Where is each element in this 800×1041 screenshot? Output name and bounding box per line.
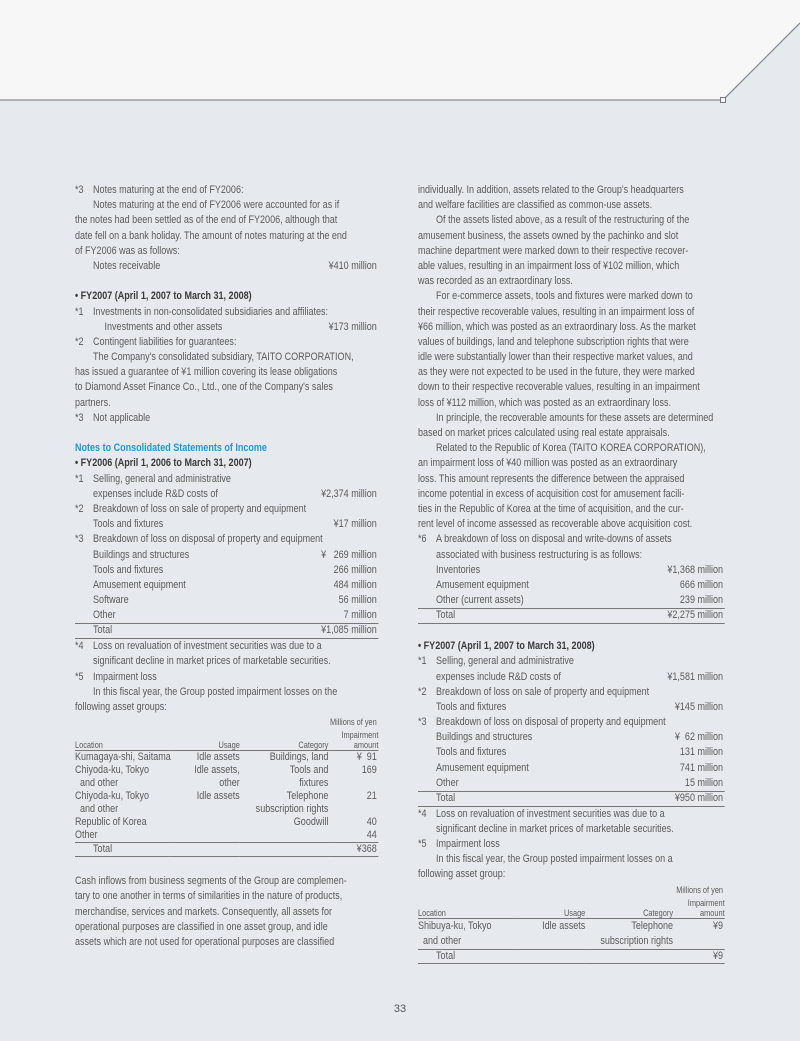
paragraph-line: able values, resulting in an impairment loss of ¥102 million, which xyxy=(418,259,680,272)
note-mark: *1 xyxy=(418,655,427,668)
paragraph-line: rent level of income assessed as recoverable above acquisition cost. xyxy=(418,518,693,531)
table-unit: Millions of yen xyxy=(329,717,377,728)
line-item xyxy=(418,730,725,745)
line-item xyxy=(75,487,378,502)
item-label: Amusement equipment xyxy=(436,761,529,774)
note-mark: *4 xyxy=(75,640,84,653)
line-item xyxy=(75,593,378,608)
col-header-category: Category xyxy=(585,908,673,919)
paragraph-line: has issued a guarantee of ¥1 million covering its lease obligations xyxy=(75,366,338,379)
corner-marker-icon xyxy=(721,98,726,103)
item-label: Amusement equipment xyxy=(436,578,529,591)
total-label: Total xyxy=(75,842,169,857)
note-mark: *2 xyxy=(75,335,84,348)
page-number: 33 xyxy=(393,1003,407,1015)
cell-usage xyxy=(169,829,240,842)
total-row xyxy=(75,623,378,639)
cell-amount: 44 xyxy=(366,829,377,842)
line-item xyxy=(75,517,378,532)
section-subheading: • FY2006 (April 1, 2006 to March 31, 2007) xyxy=(75,457,252,470)
item-label: expenses include R&D costs of xyxy=(436,670,561,683)
left-column xyxy=(75,183,378,950)
note-text: Breakdown of loss on sale of property and equipment xyxy=(436,685,650,698)
section-heading: Notes to Consolidated Statements of Income xyxy=(75,442,267,455)
line-item xyxy=(418,776,725,791)
col-header-amount: Impairment amount xyxy=(328,730,378,751)
paragraph-line: For e-commerce assets, tools and fixtures were marked down to xyxy=(436,290,693,303)
cell-location: Chiyoda-ku, Tokyo and other xyxy=(75,790,150,816)
item-value: 666 million xyxy=(679,578,724,591)
right-column xyxy=(418,183,725,964)
item-value: 239 million xyxy=(679,594,724,607)
item-label: Other (current assets) xyxy=(436,594,524,607)
line-item xyxy=(75,563,378,578)
paragraph-line: of FY2006 was as follows: xyxy=(75,244,180,257)
total-label: Total xyxy=(93,624,113,637)
cell-category: Goodwill xyxy=(293,816,329,829)
item-value: ¥ 62 million xyxy=(674,731,724,744)
cell-usage xyxy=(169,816,240,829)
total-value: ¥2,275 million xyxy=(667,609,724,622)
note-mark: *1 xyxy=(75,305,84,318)
item-label: Amusement equipment xyxy=(93,578,186,591)
income-note-5 xyxy=(418,837,725,852)
item-label: Tools and fixtures xyxy=(436,746,507,759)
note-mark: *2 xyxy=(75,502,84,515)
line-item xyxy=(418,670,725,685)
impairment-table-fy2006 xyxy=(75,730,378,857)
note-mark: *3 xyxy=(418,716,427,729)
cell-amount: ¥ 91 xyxy=(356,751,377,764)
header-band xyxy=(0,0,800,110)
cell-category xyxy=(240,829,329,842)
note-text: significant decline in market prices of marketable securities. xyxy=(93,655,331,668)
paragraph-line: Of the assets listed above, as a result of the restructuring of the xyxy=(436,214,690,227)
item-label: Buildings and structures xyxy=(436,731,533,744)
note-text: A breakdown of loss on disposal and write-downs of assets xyxy=(436,533,672,546)
note-1 xyxy=(75,305,378,320)
note-text: Loss on revaluation of investment securities was due to a xyxy=(436,807,665,820)
line-item xyxy=(418,578,725,593)
cell-category: Tools and fixtures xyxy=(289,764,329,790)
total-amount: ¥368 xyxy=(328,842,378,857)
note-text: Impairment loss xyxy=(436,838,500,851)
paragraph-line: Related to the Republic of Korea (TAITO KOREA CORPORATION), xyxy=(436,442,706,455)
section-subheading: • FY2007 (April 1, 2007 to March 31, 2008) xyxy=(418,640,595,653)
cell-location: Chiyoda-ku, Tokyo and other xyxy=(75,764,150,790)
note-text: Breakdown of loss on disposal of property and equipment xyxy=(93,533,323,546)
note-mark: *2 xyxy=(418,685,427,698)
paragraph-line: based on market prices calculated using real estate appraisals. xyxy=(418,427,670,439)
note-text: Investments in non-consolidated subsidiaries and affiliates: xyxy=(93,305,329,318)
income-note-6 xyxy=(418,532,725,547)
paragraph-line: Notes maturing at the end of FY2006 were accounted for as if xyxy=(93,199,340,212)
col-header-usage: Usage xyxy=(169,740,240,751)
paragraph-line: loss of ¥112 million, which was posted as an extraordinary loss. xyxy=(418,396,672,409)
line-item xyxy=(418,700,725,715)
section-subheading: • FY2007 (April 1, 2007 to March 31, 2008) xyxy=(75,290,252,303)
cell-location: Other xyxy=(75,829,98,842)
item-value: ¥ 269 million xyxy=(321,548,377,561)
cell-amount: 21 xyxy=(366,790,377,803)
note-mark: *6 xyxy=(418,533,427,546)
paragraph-line: In this fiscal year, the Group posted impairment losses on a xyxy=(436,853,673,866)
cell-amount: 40 xyxy=(366,816,377,829)
paragraph-line: and welfare facilities are classified as common-use assets. xyxy=(418,199,653,212)
note-text: Impairment loss xyxy=(93,670,157,683)
note-mark: *4 xyxy=(418,807,427,820)
paragraph-line: income potential in excess of acquisition cost for amusement facili- xyxy=(418,487,685,500)
total-value: ¥950 million xyxy=(674,792,724,804)
note-text: Breakdown of loss on disposal of property and equipment xyxy=(436,716,666,729)
income-note-5 xyxy=(75,670,378,685)
item-label: Notes receivable xyxy=(93,259,161,272)
note-text: Selling, general and administrative xyxy=(436,655,574,668)
paragraph-line: In this fiscal year, the Group posted impairment losses on the xyxy=(93,685,338,698)
line-item xyxy=(418,761,725,776)
note-2 xyxy=(75,335,378,350)
item-label: Other xyxy=(93,609,116,622)
paragraph-line: an impairment loss of ¥40 million was posted as an extraordinary xyxy=(418,457,678,470)
cell-usage: Idle assets xyxy=(196,751,240,764)
item-value: ¥173 million xyxy=(328,320,377,333)
income-note-2 xyxy=(418,685,725,700)
paragraph-line: ¥66 million, which was posted as an extraordinary loss. As the market xyxy=(418,320,696,333)
item-label: Other xyxy=(436,776,459,789)
income-note-3 xyxy=(418,715,725,730)
cell-amount: 169 xyxy=(361,764,377,777)
line-item xyxy=(75,320,378,335)
paragraph-line: assets which are not used for operational purposes are classified xyxy=(75,936,335,948)
col-header-location: Location xyxy=(418,908,516,919)
note-text: significant decline in market prices of marketable securities. xyxy=(436,822,674,835)
note-mark: *3 xyxy=(75,184,84,196)
col-header-amount: Impairment amount xyxy=(673,898,725,919)
paragraph-line: as they were not expected to be used in the future, they were marked xyxy=(418,366,695,379)
line-item xyxy=(418,593,725,608)
total-row xyxy=(418,791,725,807)
cell-category: Buildings, land xyxy=(269,751,329,764)
note-text: Not applicable xyxy=(93,411,151,424)
item-value: 131 million xyxy=(679,746,724,759)
paragraph-line: following asset groups: xyxy=(75,700,167,713)
income-note-4 xyxy=(75,639,378,654)
note-mark: *3 xyxy=(75,533,84,546)
note-text: Contingent liabilities for guarantees: xyxy=(93,335,237,348)
paragraph-line: idle were substantially lower than their respective market values, and xyxy=(418,351,693,364)
item-label: Software xyxy=(93,594,129,607)
line-item xyxy=(75,548,378,563)
cell-usage: Idle assets, other xyxy=(194,764,240,790)
cell-location: Kumagaya-shi, Saitama xyxy=(75,751,171,764)
paragraph-line: merchandise, services and markets. Consequently, all assets for xyxy=(75,905,333,918)
paragraph-line: individually. In addition, assets related to the Group's headquarters xyxy=(418,184,684,196)
paragraph-line: amusement business, the assets owned by the pachinko and slot xyxy=(418,229,679,242)
item-value: ¥2,374 million xyxy=(321,487,377,500)
line-item xyxy=(75,578,378,593)
line-item xyxy=(75,608,378,623)
line-item xyxy=(75,259,378,274)
item-value: 15 million xyxy=(684,776,724,789)
paragraph-line: The Company's consolidated subsidiary, TAITO CORPORATION, xyxy=(93,351,354,364)
total-row xyxy=(418,608,725,624)
impairment-table-fy2007 xyxy=(418,898,725,964)
line-item xyxy=(418,745,725,760)
paragraph-line: down to their respective recoverable values, resulting in an impairment xyxy=(418,381,700,394)
item-value: ¥17 million xyxy=(333,518,377,531)
paragraph-line: date fell on a bank holiday. The amount of notes maturing at the end xyxy=(75,229,347,242)
income-note-2 xyxy=(75,502,378,517)
note-mark: *5 xyxy=(75,670,84,683)
income-note-4 xyxy=(418,807,725,822)
paragraph-line: following asset group: xyxy=(418,868,506,881)
col-header-category: Category xyxy=(240,740,329,751)
note-mark: *3 xyxy=(75,411,84,424)
cell-location: Republic of Korea xyxy=(75,816,147,829)
paragraph-line: their respective recoverable values, resulting in an impairment loss of xyxy=(418,305,695,318)
item-label: Inventories xyxy=(436,563,481,576)
paragraph-line: In principle, the recoverable amounts for these assets are determined xyxy=(436,411,714,424)
paragraph-line: tary to one another in terms of similarities in the nature of products, xyxy=(75,890,343,903)
paragraph-line: Cash inflows from business segments of the Group are complemen- xyxy=(75,875,347,888)
item-value: 56 million xyxy=(338,594,377,607)
table-unit: Millions of yen xyxy=(676,884,724,895)
item-label: Investments and other assets xyxy=(104,320,223,333)
item-value: ¥145 million xyxy=(674,700,724,713)
item-label: Tools and fixtures xyxy=(93,563,164,576)
income-note-3 xyxy=(75,532,378,547)
paragraph-line: partners. xyxy=(75,396,111,409)
note-text: Notes maturing at the end of FY2006: xyxy=(93,184,244,196)
item-value: 266 million xyxy=(333,563,377,576)
note-mark: *1 xyxy=(75,472,84,485)
total-label: Total xyxy=(436,792,456,804)
total-label: Total xyxy=(418,949,516,964)
item-value: 484 million xyxy=(333,578,377,591)
note-3b xyxy=(75,411,378,426)
paragraph-line: was recorded as an extraordinary loss. xyxy=(418,275,573,288)
cell-amount: ¥9 xyxy=(712,919,724,932)
note-3 xyxy=(75,183,378,198)
note-text: associated with business restructuring is as follows: xyxy=(436,548,643,561)
total-amount: ¥9 xyxy=(673,949,725,964)
item-value: ¥1,581 million xyxy=(667,670,724,683)
item-value: ¥1,368 million xyxy=(667,563,724,576)
income-note-1 xyxy=(418,654,725,669)
note-text: Breakdown of loss on sale of property and equipment xyxy=(93,502,307,515)
note-text: Loss on revaluation of investment securities was due to a xyxy=(93,640,322,653)
paragraph-line: machine department were marked down to their respective recover- xyxy=(418,244,689,257)
col-header-location: Location xyxy=(75,740,169,751)
col-header-usage: Usage xyxy=(516,908,585,919)
cell-usage: Idle assets xyxy=(196,790,240,803)
item-label: expenses include R&D costs of xyxy=(93,487,218,500)
note-mark: *5 xyxy=(418,838,427,851)
item-label: Buildings and structures xyxy=(93,548,190,561)
item-label: Tools and fixtures xyxy=(93,518,164,531)
income-note-1 xyxy=(75,472,378,487)
paragraph-line: the notes had been settled as of the end of FY2006, although that xyxy=(75,214,338,227)
cell-usage: Idle assets xyxy=(542,919,586,932)
item-value: ¥410 million xyxy=(328,259,377,272)
item-label: Tools and fixtures xyxy=(436,700,507,713)
paragraph-line: loss. This amount represents the difference between the appraised xyxy=(418,472,685,485)
note-text: Selling, general and administrative xyxy=(93,472,231,485)
line-item xyxy=(418,563,725,578)
total-value: ¥1,085 million xyxy=(321,624,377,637)
paragraph-line: ties in the Republic of Korea at the time of acquisition, and the cur- xyxy=(418,502,684,515)
total-label: Total xyxy=(436,609,456,622)
cell-category: Telephone subscription rights xyxy=(600,919,674,947)
paragraph-line: operational purposes are classified in one asset group, and idle xyxy=(75,920,328,933)
cell-category: Telephone subscription rights xyxy=(255,790,329,816)
item-value: 7 million xyxy=(343,609,377,622)
paragraph-line: to Diamond Asset Finance Co., Ltd., one of the Company's sales xyxy=(75,381,333,394)
item-value: 741 million xyxy=(679,761,724,774)
cell-location: Shibuya-ku, Tokyo and other xyxy=(418,919,492,947)
paragraph-line: values of buildings, land and telephone subscription rights that were xyxy=(418,335,689,348)
